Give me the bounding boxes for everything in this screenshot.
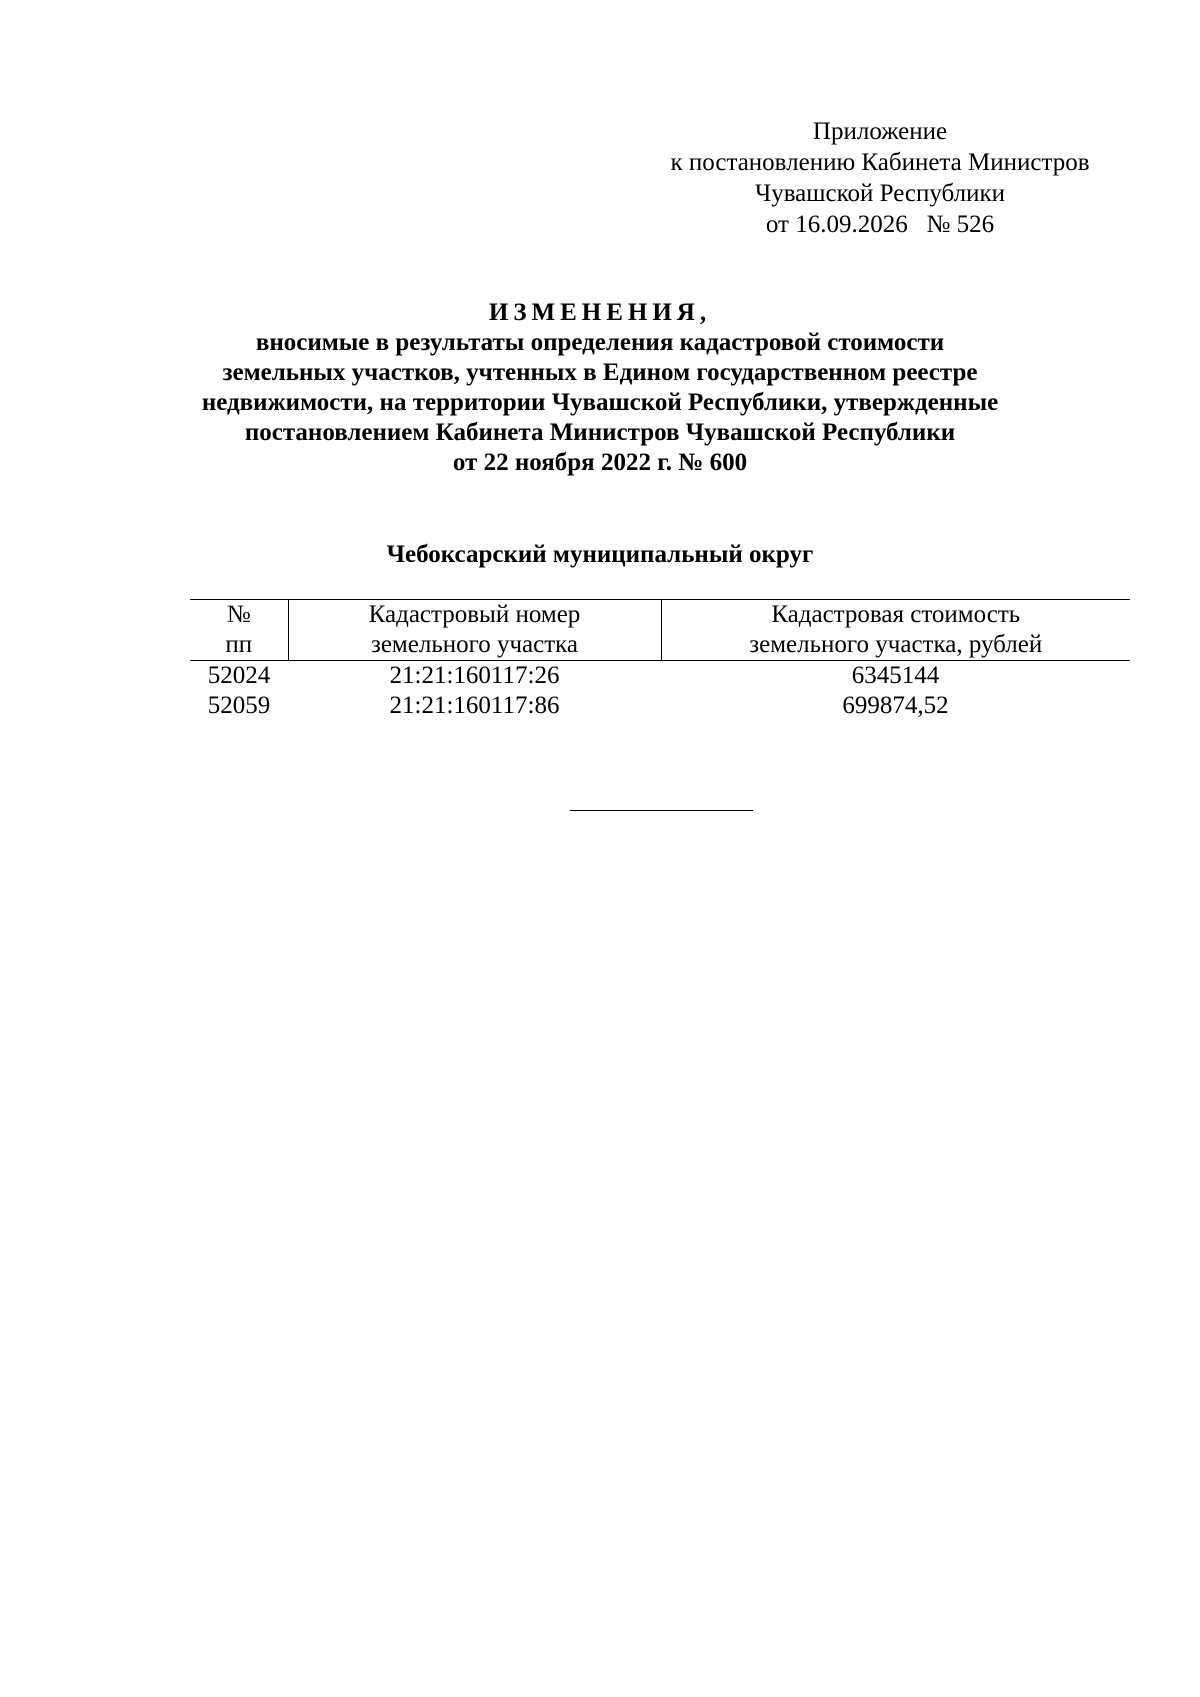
appendix-label: Приложение xyxy=(812,118,948,145)
table-row xyxy=(190,661,1130,692)
cell-cadastral-number: 21:21:160117:86 xyxy=(389,692,560,719)
cell-cadastral-number: 21:21:160117:26 xyxy=(389,662,560,689)
header-cadastral-value: Кадастровая стоимость земельного участка, рублей xyxy=(661,600,1130,661)
document-heading xyxy=(150,298,1050,478)
cell-cadastral-value: 699874,52 xyxy=(842,692,949,719)
heading-line: постановлением Кабинета Министров Чувашской Республики xyxy=(244,419,956,446)
appendix-reference: к постановлению Кабинета Министров xyxy=(670,149,1090,176)
document-title: ИЗМЕНЕНИЯ, xyxy=(488,299,712,326)
heading-line: земельных участков, учтенных в Едином государственном реестре xyxy=(222,359,978,386)
header-cadastral-number: Кадастровый номер земельного участка xyxy=(288,600,661,661)
table-row xyxy=(190,691,1130,721)
end-divider xyxy=(570,810,753,811)
cell-number: 52059 xyxy=(207,692,271,719)
appendix-republic: Чувашской Республики xyxy=(754,180,1006,207)
cell-cadastral-value: 6345144 xyxy=(851,662,940,689)
heading-line: вносимые в результаты определения кадастровой стоимости xyxy=(255,329,945,356)
heading-line: от 22 ноября 2022 г. № 600 xyxy=(452,449,748,476)
appendix-block xyxy=(640,116,1120,240)
header-number: № пп xyxy=(190,600,288,661)
cadastral-table xyxy=(190,599,1130,721)
district-name: Чебоксарский муниципальный округ xyxy=(386,541,814,568)
heading-line: недвижимости, на территории Чувашской Республики, утвержденные xyxy=(201,389,999,416)
appendix-date-number: от 16.09.2026 № 526 xyxy=(765,211,995,238)
cell-number: 52024 xyxy=(207,662,271,689)
table-header-row xyxy=(190,600,1130,661)
